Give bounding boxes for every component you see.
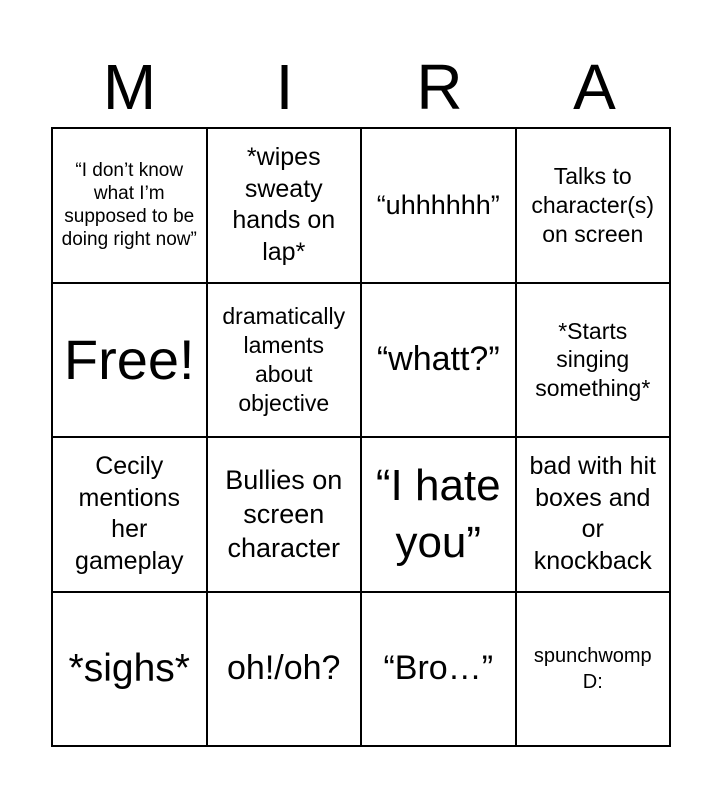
bingo-cell[interactable]: Cecily mentions her gameplay [53, 438, 208, 593]
bingo-cell[interactable]: spunchwomp D: [517, 593, 672, 748]
bingo-cell[interactable]: Talks to character(s) on screen [517, 129, 672, 284]
header-letter-r: R [416, 51, 463, 123]
bingo-cell[interactable]: “whatt?” [362, 284, 517, 439]
bingo-cell[interactable]: Bullies on screen character [208, 438, 363, 593]
bingo-cell-free[interactable]: Free! [53, 284, 208, 439]
bingo-cell[interactable]: “uhhhhhh” [362, 129, 517, 284]
bingo-board [51, 127, 671, 747]
header-letter-i: I [275, 51, 294, 123]
bingo-header [52, 52, 672, 122]
bingo-cell[interactable]: *Starts singing something* [517, 284, 672, 439]
bingo-cell[interactable]: “I hate you” [362, 438, 517, 593]
header-letter-a: A [573, 51, 616, 123]
bingo-cell[interactable]: bad with hit boxes and or knockback [517, 438, 672, 593]
bingo-cell[interactable]: “I don’t know what I’m supposed to be doing right now” [53, 129, 208, 284]
bingo-cell[interactable]: “Bro…” [362, 593, 517, 748]
header-letter-m: M [102, 51, 157, 123]
bingo-cell[interactable]: *sighs* [53, 593, 208, 748]
bingo-cell[interactable]: *wipes sweaty hands on lap* [208, 129, 363, 284]
bingo-cell[interactable]: oh!/oh? [208, 593, 363, 748]
bingo-cell[interactable]: dramatically laments about objective [208, 284, 363, 439]
